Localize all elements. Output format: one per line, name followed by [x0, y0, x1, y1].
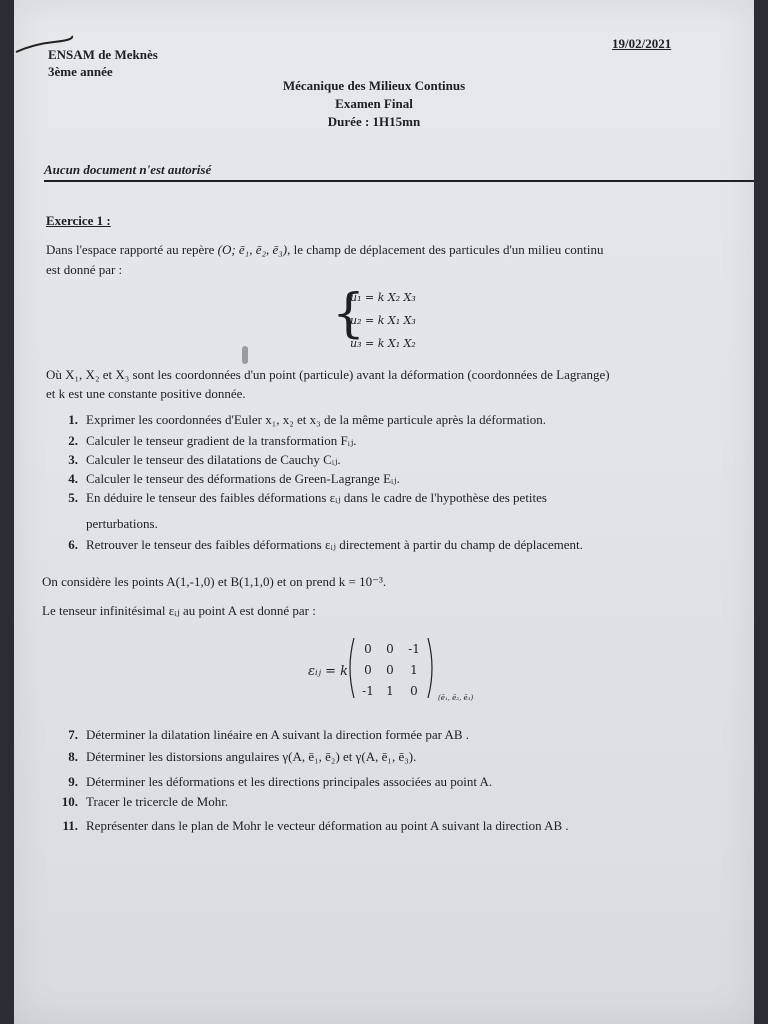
question-item: [56, 433, 357, 449]
question-text: Tracer le tricercle de Mohr.: [86, 794, 229, 809]
question-text: perturbations.: [86, 516, 158, 531]
question-text: Calculer le tenseur des dilatations de Cauchy Cᵢⱼ.: [86, 452, 341, 467]
points-definition: On considère les points A(1,-1,0) et B(1,1,0) et on prend k = 10⁻³.: [42, 574, 387, 589]
intro-line-2: est donné par :: [46, 262, 123, 277]
question-item: [56, 818, 569, 834]
question-number: 3.: [68, 452, 78, 467]
school-year: 3ème année: [48, 64, 113, 79]
matrix-cell: 1: [410, 663, 418, 677]
question-item: [56, 537, 583, 553]
course-title: Mécanique des Milieux Continus: [282, 78, 466, 93]
question-number: 1.: [68, 412, 78, 427]
exam-duration: Durée : 1H15mn: [327, 114, 421, 129]
question-item: [56, 774, 492, 790]
ink-smudge: [242, 346, 248, 364]
question-number: 10.: [61, 794, 78, 809]
question-text: Retrouver le tenseur des faibles déformations εᵢⱼ directement à partir du champ de déplacement.: [86, 537, 583, 552]
question-number: 4.: [68, 471, 78, 486]
question-number: 6.: [68, 537, 78, 552]
exam-title: Examen Final: [335, 96, 413, 111]
question-text: Déterminer la dilatation linéaire en A suivant la direction formée par AB .: [86, 727, 470, 742]
question-item: [56, 749, 416, 765]
question-item: [56, 452, 341, 468]
question-item: [56, 490, 547, 506]
where-line-2: et k est une constante positive donnée.: [46, 386, 246, 401]
equation-u2: u₂ = k X₁ X₃: [350, 314, 416, 327]
question-number: 11.: [62, 818, 78, 833]
question-number: 5.: [68, 490, 78, 505]
question-number: 2.: [68, 433, 78, 448]
question-item: [56, 727, 469, 743]
matrix-cell: 1: [386, 684, 394, 698]
tensor-intro: Le tenseur infinitésimal εᵢⱼ au point A est donné par :: [42, 603, 316, 618]
strain-matrix: [346, 636, 436, 700]
matrix-cell: 0: [386, 642, 394, 656]
question-text: Représenter dans le plan de Mohr le vecteur déformation au point A suivant la direction AB .: [86, 818, 569, 833]
question-item: [56, 471, 400, 487]
frame-notation: (O; ē₁, ē₂, ē₃): [217, 242, 288, 257]
question-text: Calculer le tenseur gradient de la transformation Fᵢⱼ.: [86, 433, 357, 448]
question-item: [56, 516, 158, 532]
question-number: 9.: [68, 774, 78, 789]
question-number: 8.: [68, 749, 78, 764]
tensor-lhs: εᵢⱼ = k: [308, 664, 349, 679]
matrix-cell: 0: [364, 663, 372, 677]
matrix-cell: 0: [410, 684, 418, 698]
matrix-basis: (ē₁, ē₂, ē₃): [438, 694, 474, 702]
where-line-1: Où X₁, X₂ et X₃ sont les coordonnées d'un point (particule) avant la déformation (coordonnées de Lagrange): [46, 367, 610, 382]
school-name: ENSAM de Meknès: [48, 47, 158, 62]
intro-text-b: , le champ de déplacement des particules d'un milieu continu: [287, 242, 604, 257]
question-text: Déterminer les déformations et les directions principales associées au point A.: [86, 774, 493, 789]
exercise-title: Exercice 1 :: [46, 213, 111, 228]
question-number: 7.: [68, 727, 78, 742]
question-item: [56, 794, 228, 810]
header-divider: [44, 180, 754, 182]
equation-u1: u₁ = k X₂ X₃: [350, 291, 416, 304]
question-text: En déduire le tenseur des faibles déformations εᵢⱼ dans le cadre de l'hypothèse des petites: [86, 490, 547, 505]
matrix-cell: 0: [364, 642, 372, 656]
intro-line-1: [46, 242, 604, 258]
no-documents-notice: Aucun document n'est autorisé: [44, 162, 212, 177]
matrix-cell: 0: [386, 663, 394, 677]
exam-date: 19/02/2021: [612, 36, 672, 51]
matrix-cell: -1: [408, 642, 420, 656]
exam-sheet: [14, 0, 754, 1024]
question-text: Calculer le tenseur des déformations de Green-Lagrange Eᵢⱼ.: [86, 471, 400, 486]
system-brace: {: [332, 284, 366, 344]
equation-u3: u₃ = k X₁ X₂: [350, 337, 416, 350]
question-item: [56, 412, 546, 428]
matrix-cell: -1: [362, 684, 374, 698]
intro-text-a: Dans l'espace rapporté au repère: [46, 242, 215, 257]
question-text: Exprimer les coordonnées d'Euler x₁, x₂ et x₃ de la même particule après la déformation.: [86, 412, 546, 427]
question-text: Déterminer les distorsions angulaires γ(A, ē₁, ē₂) et γ(A, ē₁, ē₃).: [86, 749, 417, 764]
